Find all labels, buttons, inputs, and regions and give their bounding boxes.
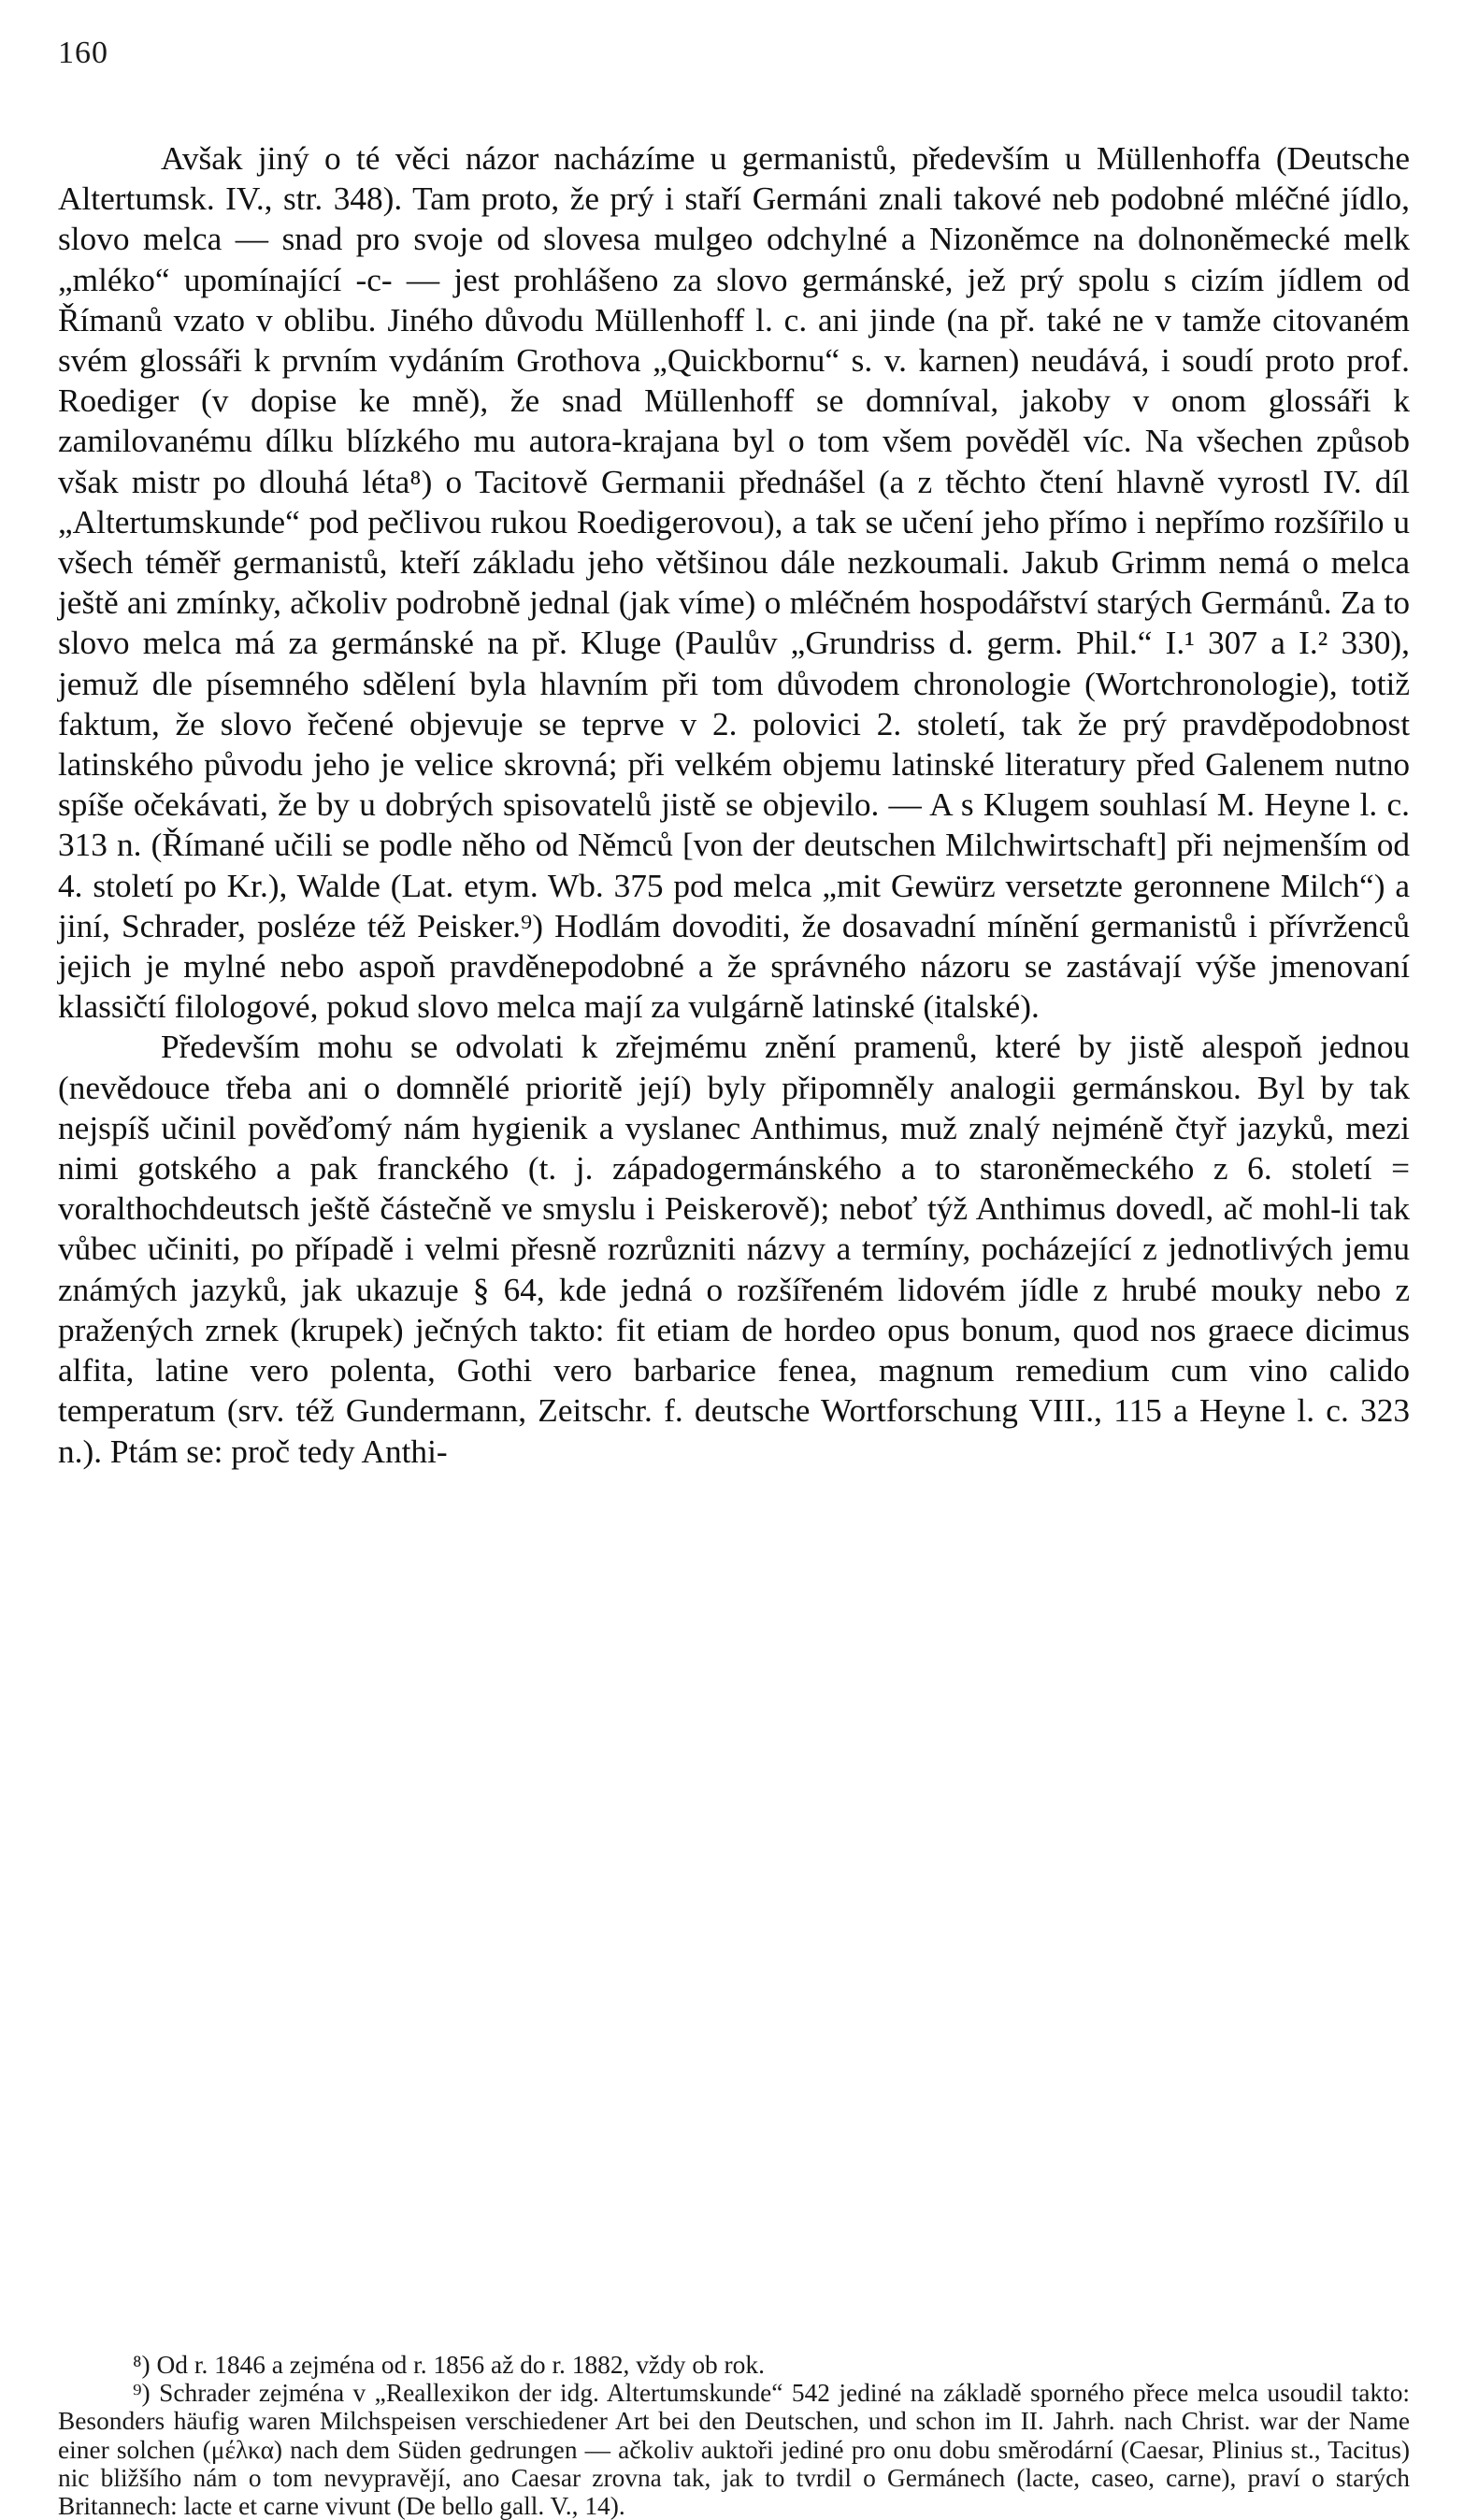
paragraph-1: Avšak jiný o té věci názor nacházíme u germanistů, především u Müllenhoffa (Deutsche Altertumsk. IV., str. 348). Tam proto, že prý i staří Germáni znali takové neb podobné mléčné jídlo, slovo melca — snad pro svoje od slovesa mulgeo odchylné a Nizoněmce na dolnoněmecké melk „mléko“ upomínající -c- — jest prohlášeno za slovo germánské, jež prý spolu s cizím jídlem od Římanů vzato v oblibu. Jiného důvodu Müllenhoff l. c. ani jinde (na př. také ne v tamže citovaném svém glossáři k prvním vydáním Grothova „Quickbornu“ s. v. karnen) neudává, i soudí proto prof. Roediger (v dopise ke mně), že snad Müllenhoff se domníval, jakoby v onom glossáři k zamilovanému dílku blízkého mu autora-krajana byl o tom všem pověděl víc. Na všechen způsob však mistr po dlouhá léta⁸) o Tacitově Germanii přednášel (a z těchto čtení hlavně vyrostl IV. díl „Altertumskunde“ pod pečlivou rukou Roedigerovou), a tak se učení jeho přímo i nepřímo rozšířilo u všech téměř germanistů, kteří základu jeho většinou dále nezkoumali. Jakub Grimm nemá o melca ještě ani zmínky, ačkoliv podrobně jednal (jak víme) o mléčném hospodářství starých Germánů. Za to slovo melca má za germánské na př. Kluge (Paulův „Grundriss d. germ. Phil.“ I.¹ 307 a I.² 330), jemuž dle písemného sdělení byla hlavním při tom důvodem chronologie (Wortchronologie), totiž faktum, že slovo řečené objevuje se teprve v 2. polovici 2. století, tak že prý pravděpodobnost latinského původu jeho je velice skrovná; při velkém objemu latinské literatury před Galenem nutno spíše očekávati, že by u dobrých spisovatelů jistě se objevilo. — A s Klugem souhlasí M. Heyne l. c. 313 n. (Římané učili se podle něho od Němců [von der deutschen Milchwirtschaft] při nejmenším od 4. století po Kr.), Walde (Lat. etym. Wb. 375 pod melca „mit Gewürz versetzte geronnene Milch“) a jiní, Schrader, posléze též Peisker.⁹) Hodlám dovoditi, že dosavadní mínění germanistů i přívrženců jejich je mylné nebo aspoň pravděnepodobné a že správného názoru se zastávají výše jmenovaní klassičtí filologové, pokud slovo melca mají za vulgárně latinské (italské).	[58, 140, 1410, 1026]
footnote-9: ⁹) Schrader zejména v „Reallexikon der idg. Altertumskunde“ 542 jediné na základě sporného přece melca usoudil takto: Besonders häufig waren Milchspeisen verschiedener Art bei den Deutschen, und schon im II. Jahrh. nach Christ. war der Name einer solchen (μέλκα) nach dem Süden gedrungen — ačkoliv auktoři jediné pro onu dobu směrodární (Caesar, Plinius st., Tacitus) nic bližšího nám o tom nevypravějí, ano Caesar zrovna tak, jak to tvrdil o Germánech (lacte, caseo, carne), praví o starých Britannech: lacte et carne vivunt (De bello gall. V., 14).	[58, 2379, 1410, 2520]
main-text	[58, 138, 1410, 1472]
paragraph-2: Především mohu se odvolati k zřejmému znění pramenů, které by jistě alespoň jednou (nevědouce třeba ani o domnělé prioritě její) byly připomněly analogii germánskou. Byl by tak nejspíš učinil pověďomý nám hygienik a vyslanec Anthimus, muž znalý nejméně čtyř jazyků, mezi nimi gotského a pak franckého (t. j. západogermánského a to staroněmeckého z 6. století = voralthochdeutsch ještě částečně ve smyslu i Peiskerově); neboť týž Anthimus dovedl, ač mohl-li tak vůbec učiniti, po případě i velmi přesně rozrůzniti názvy a termíny, pocházející z jednotlivých jemu známých jazyků, jak ukazuje § 64, kde jedná o rozšířeném lidovém jídle z hrubé mouky nebo z pražených zrnek (krupek) ječných takto: fit etiam de hordeo opus bonum, quod nos graece dicimus alfita, latine vero polenta, Gothi vero barbarice fenea, magnum remedium cum vino calido temperatum (srv. též Gundermann, Zeitschr. f. deutsche Wortforschung VIII., 115 a Heyne l. c. 323 n.). Ptám se: proč tedy Anthi-	[58, 1029, 1410, 1470]
footnote-8: ⁸) Od r. 1846 a zejména od r. 1856 až do r. 1882, vždy ob rok.	[133, 2351, 765, 2379]
footnotes	[58, 2351, 1410, 2520]
page-number: 160	[58, 36, 108, 70]
